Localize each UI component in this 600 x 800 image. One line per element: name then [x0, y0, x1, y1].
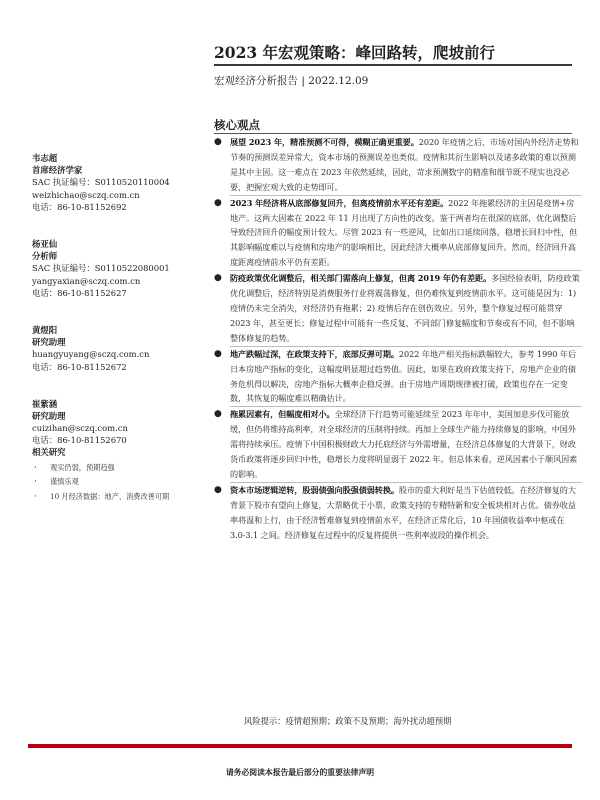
key-points: [214, 135, 582, 542]
analyst-name: 黄煜阳: [32, 325, 58, 336]
bullet-icon: ●: [214, 273, 222, 284]
key-point: [214, 407, 582, 482]
key-point-body: 2020 年疫情之后，市场对国内外经济走势和节奏的预测误差异常大，资本市场的预测误差也类似。疫情和其衍生影响以及诸多政策的难以预测是其中主因。这一难点在 2023 年依然延续，因此，苛求预测数字的精准和细节既不现实也没必要，把握宏观大致的走势即可。: [230, 137, 579, 192]
key-point-lead: 地产跌幅过深，在政策支持下，底部反弹可期。: [230, 348, 399, 359]
key-point-lead: 资本市场逻辑逆转，股弱债强向股强债弱转换。: [230, 484, 399, 495]
title-rule: [214, 64, 572, 66]
related-research-item[interactable]: · 观实仍弱，预期趋强: [32, 461, 207, 475]
related-research-item[interactable]: · 谨慎乐观: [32, 475, 207, 489]
bullet-icon: ●: [214, 197, 222, 208]
key-point-lead: 展望 2023 年，精准预测不可得，模糊正确更重要。: [230, 137, 419, 147]
analyst-role: 研究助理: [32, 337, 66, 348]
key-point: [214, 135, 582, 195]
key-point-lead: 拖累因素有，但幅度相对小。: [230, 409, 335, 420]
key-point-lead: 2023 年经济将从底部修复回升，但离疫情前水平还有差距。: [230, 197, 449, 208]
analyst-license: SAC 执证编号：S0110520110004: [32, 177, 170, 188]
section-heading: 核心观点: [214, 118, 260, 132]
related-research-heading: 相关研究: [32, 447, 66, 457]
key-point-text: [230, 135, 582, 195]
analyst-name: 崔紫涵: [32, 398, 58, 409]
related-research: [32, 446, 207, 504]
key-point-text: [230, 196, 582, 271]
analyst-card: [32, 238, 207, 299]
key-point: [214, 196, 582, 271]
key-point-text: [230, 483, 582, 543]
analyst-email[interactable]: weizhichao@sczq.com.cn: [32, 189, 140, 200]
key-point-body: 全球经济下行趋势可能延续至 2023 年年中，美国加息步伐可能放缓，但仍将维持高利率，对全球经济的压制将持续。再加上全球生产能力持续修复的影响，中国外需将持续承压。疫情下中国积极财政大力托底经济与外需增量，在经济总体修复的大背景下，财政货币政策将逐步回归中性，稳增长力度将明显弱于 2022 年。但总体来看，逆风因素小于顺风因素的影响。: [230, 409, 578, 479]
analyst-card: [32, 152, 207, 213]
bullet-icon: ●: [214, 484, 222, 495]
footer-rule: [28, 744, 572, 748]
analyst-phone: 电话：86-10-81152670: [32, 435, 127, 446]
key-point-body: 多国经验表明，防疫政策优化调整后，经济特别是消费服务行业将震荡修复，但仍难恢复到疫情前水平。这可能是因为：1) 疫情仍未完全消失，对经济仍有拖累；2) 疫情后存在创伤效应。另外，整个修复过程可能贯穿 2023 年，甚至更长；修复过程中可能有一些反复，不同部门修复幅度和节奏或有不同，但不影响整体修复的趋势。: [230, 273, 580, 343]
bullet-icon: ●: [214, 409, 222, 420]
report-subtitle: 宏观经济分析报告 | 2022.12.09: [214, 75, 369, 87]
key-point: [214, 347, 582, 407]
analyst-phone: 电话：86-10-81152672: [32, 361, 127, 372]
analyst-role: 首席经济学家: [32, 165, 83, 176]
report-title: 2023 年宏观策略：峰回路转，爬坡前行: [214, 43, 496, 62]
analyst-name: 杨亚仙: [32, 239, 58, 250]
related-research-list: [32, 461, 207, 504]
key-point: [214, 483, 582, 543]
analyst-card: [32, 324, 207, 373]
analyst-license: SAC 执证编号：S0110522080001: [32, 263, 170, 274]
analyst-email[interactable]: yangyaxian@sczq.com.cn: [32, 275, 141, 286]
analyst-phone: 电话：86-10-81152692: [32, 201, 127, 212]
analyst-sidebar: [32, 152, 207, 472]
key-point-text: [230, 271, 582, 346]
analyst-email[interactable]: cuizihan@sczq.com.cn: [32, 423, 128, 434]
bullet-icon: ●: [214, 348, 222, 359]
key-point-body: 股市的重大利好是当下估值较低。在经济修复的大背景下股市有望向上修复，大票略优于小票，政策支持的专精特新和安全板块相对占优。债券收益率将温和上行，由于经济暂难修复到疫情前水平，在经济正常化后，10 年国债收益率中枢或在 3.0-3.1 之间。经济修复在过程中的反复将提供一些利率波段的操作机会。: [230, 484, 576, 540]
analyst-card: [32, 398, 207, 447]
related-research-item[interactable]: · 10 月经济数据：地产、消费改善可期: [32, 490, 207, 504]
key-point-text: [230, 347, 582, 407]
analyst-role: 分析师: [32, 251, 58, 262]
key-point-body: 2022 年拖累经济的主因是疫情+房地产。这两大因素在 2022 年 11 月出现了方向性的改变。鉴于两者均在很深的底部，优化调整后导致经济回升的幅度预计较大。尽管 2023 有一些逆风，比如出口延续回落，稳增长回归中性，但其影响幅度难以与疫情和房地产的影响相比，因此经济大概率从底部修复回升。然而，经济回升高度距离疫情前水平仍有差距。: [230, 197, 578, 268]
analyst-phone: 电话：86-10-81152627: [32, 287, 127, 298]
key-point-lead: 防疫政策优化调整后，相关部门需落向上修复，但离 2019 年仍有差距。: [230, 273, 492, 284]
section-rule: [214, 133, 572, 134]
risk-note: 风险提示：疫情超预期；政策不及预期；海外扰动超预期: [244, 716, 452, 726]
analyst-name: 韦志超: [32, 153, 58, 163]
legal-footer: 请务必阅读本报告最后部分的重要法律声明: [225, 768, 375, 777]
analyst-email[interactable]: huangyuyang@sczq.com.cn: [32, 349, 150, 360]
key-point-text: [230, 407, 582, 482]
analyst-role: 研究助理: [32, 411, 66, 422]
key-point-body: 2022 年地产相关指标跌幅较大，参考 1990 年后日本房地产指标的变化，这幅度明显超过趋势值。因此，如果在政府政策支持下，房地产企业的债务危机得以解决，房地产指标大概率企稳反弹。由于房地产周期规律被打破，政策也存在一定变数，其恢复的幅度难以精确估计。: [230, 348, 576, 404]
key-point: [214, 271, 582, 346]
bullet-icon: ●: [214, 137, 222, 147]
